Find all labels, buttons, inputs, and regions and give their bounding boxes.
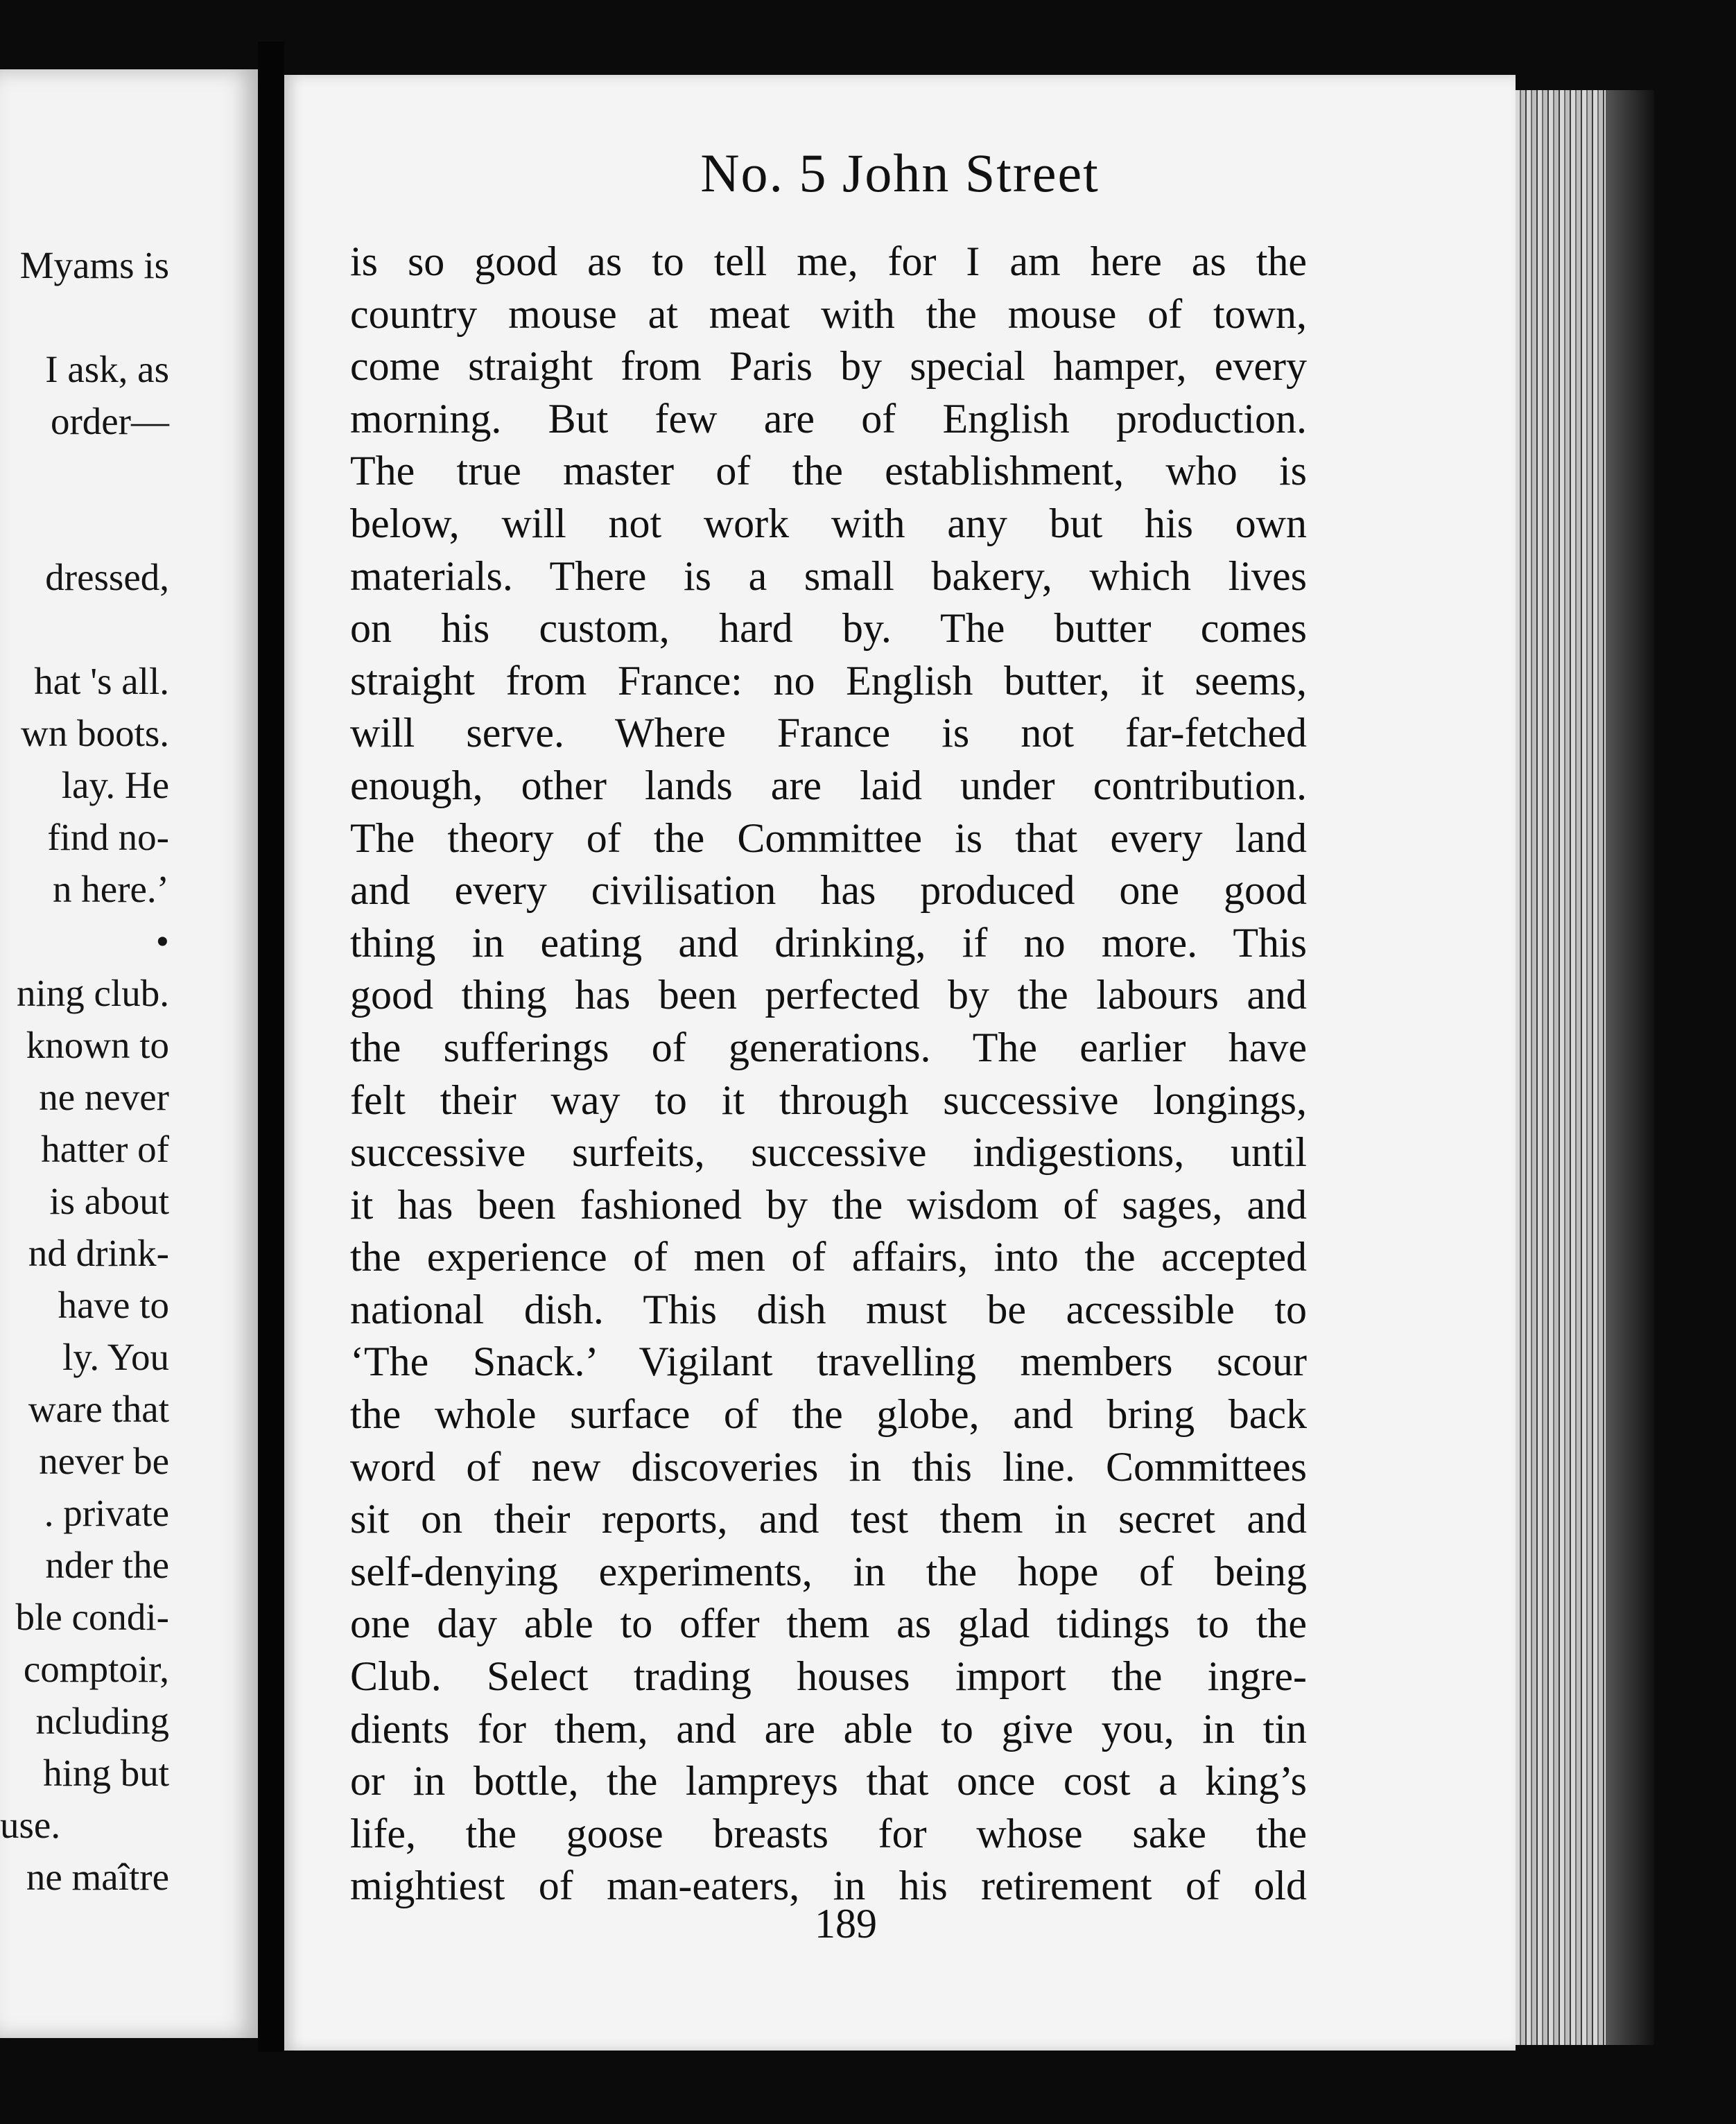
left-page-line: find no-	[47, 816, 169, 858]
left-page-line: . private	[44, 1492, 169, 1534]
left-page-line: ne maître	[26, 1856, 169, 1898]
left-page-line: •	[155, 920, 169, 962]
left-page-line: is about	[49, 1180, 169, 1222]
text-line: one day able to offer them as glad tidings to the	[350, 1601, 1307, 1647]
page-number: 189	[815, 1901, 877, 1947]
left-page-line: comptoir,	[23, 1648, 169, 1690]
text-line: materials. There is a small bakery, which lives	[350, 552, 1307, 599]
text-line: the sufferings of generations. The earlier have	[350, 1024, 1307, 1070]
running-head: No. 5 John Street	[700, 143, 1100, 203]
text-line: it has been fashioned by the wisdom of sages, and	[350, 1181, 1307, 1228]
text-line: The true master of the establishment, who is	[350, 448, 1307, 494]
text-line: will serve. Where France is not far-fetched	[350, 710, 1307, 756]
left-page-line: known to	[26, 1024, 169, 1066]
left-page	[0, 69, 258, 2038]
text-line: sit on their reports, and test them in secret and	[350, 1496, 1307, 1542]
left-page-line: I ask, as	[45, 348, 169, 390]
left-page-line: ble condi-	[15, 1596, 169, 1638]
left-page-line: nder the	[45, 1544, 169, 1586]
text-line: felt their way to it through successive longings,	[350, 1077, 1307, 1123]
text-line: enough, other lands are laid under contribution.	[350, 762, 1307, 808]
left-page-line: ncluding	[35, 1700, 169, 1742]
text-line: good thing has been perfected by the labours and	[350, 972, 1307, 1018]
text-line: straight from France: no English butter, it seems,	[350, 657, 1307, 704]
text-line: dients for them, and are able to give you, in tin	[350, 1705, 1307, 1752]
left-page-line: ware that	[28, 1388, 169, 1430]
page-edges	[1516, 90, 1654, 2045]
text-line: successive surfeits, successive indigestions, until	[350, 1129, 1307, 1176]
text-line: on his custom, hard by. The butter comes	[350, 605, 1307, 652]
left-page-line: Myams is	[19, 244, 169, 286]
left-page-line: hatter of	[41, 1128, 169, 1170]
left-page-line: never be	[39, 1440, 169, 1482]
book-gutter	[258, 42, 284, 2052]
text-line: the whole surface of the globe, and bring back	[350, 1391, 1307, 1438]
left-page-line: n here.’	[53, 868, 169, 910]
text-line: The theory of the Committee is that every land	[350, 815, 1307, 861]
text-line: the experience of men of affairs, into the accepted	[350, 1234, 1307, 1280]
left-page-line: have to	[58, 1284, 169, 1326]
text-line: come straight from Paris by special hamper, every	[350, 343, 1307, 390]
body-text	[350, 236, 1307, 1913]
text-line: country mouse at meat with the mouse of town,	[350, 290, 1307, 337]
text-line: Club. Select trading houses import the ingre-	[350, 1653, 1307, 1700]
text-line: national dish. This dish must be accessible to	[350, 1286, 1307, 1332]
left-page-line: ning club.	[17, 972, 169, 1014]
left-page-line: hing but	[43, 1752, 169, 1794]
text-line: thing in eating and drinking, if no more. This	[350, 919, 1307, 966]
left-page-line: lay. He	[61, 764, 169, 806]
left-page-line: ne never	[39, 1076, 169, 1118]
text-line: life, the goose breasts for whose sake the	[350, 1810, 1307, 1856]
text-line: word of new discoveries in this line. Committees	[350, 1443, 1307, 1490]
text-line: or in bottle, the lampreys that once cost a king’s	[350, 1758, 1307, 1804]
left-page-line: use.	[0, 1804, 61, 1846]
text-line: mightiest of man-eaters, in his retirement of old	[350, 1863, 1307, 1909]
text-line: is so good as to tell me, for I am here as the	[350, 238, 1307, 284]
left-page-line: order—	[50, 400, 169, 442]
left-page-line: dressed,	[45, 556, 169, 598]
left-page-line: nd drink-	[28, 1232, 169, 1274]
text-line: below, will not work with any but his own	[350, 500, 1307, 546]
text-line: self-denying experiments, in the hope of being	[350, 1548, 1307, 1594]
text-line: ‘The Snack.’ Vigilant travelling members scour	[350, 1339, 1307, 1385]
left-page-line: wn boots.	[21, 712, 169, 754]
left-page-line: ly. You	[62, 1336, 169, 1378]
text-line: morning. But few are of English production.	[350, 395, 1307, 442]
left-page-line: hat 's all.	[34, 660, 169, 702]
text-line: and every civilisation has produced one good	[350, 867, 1307, 914]
